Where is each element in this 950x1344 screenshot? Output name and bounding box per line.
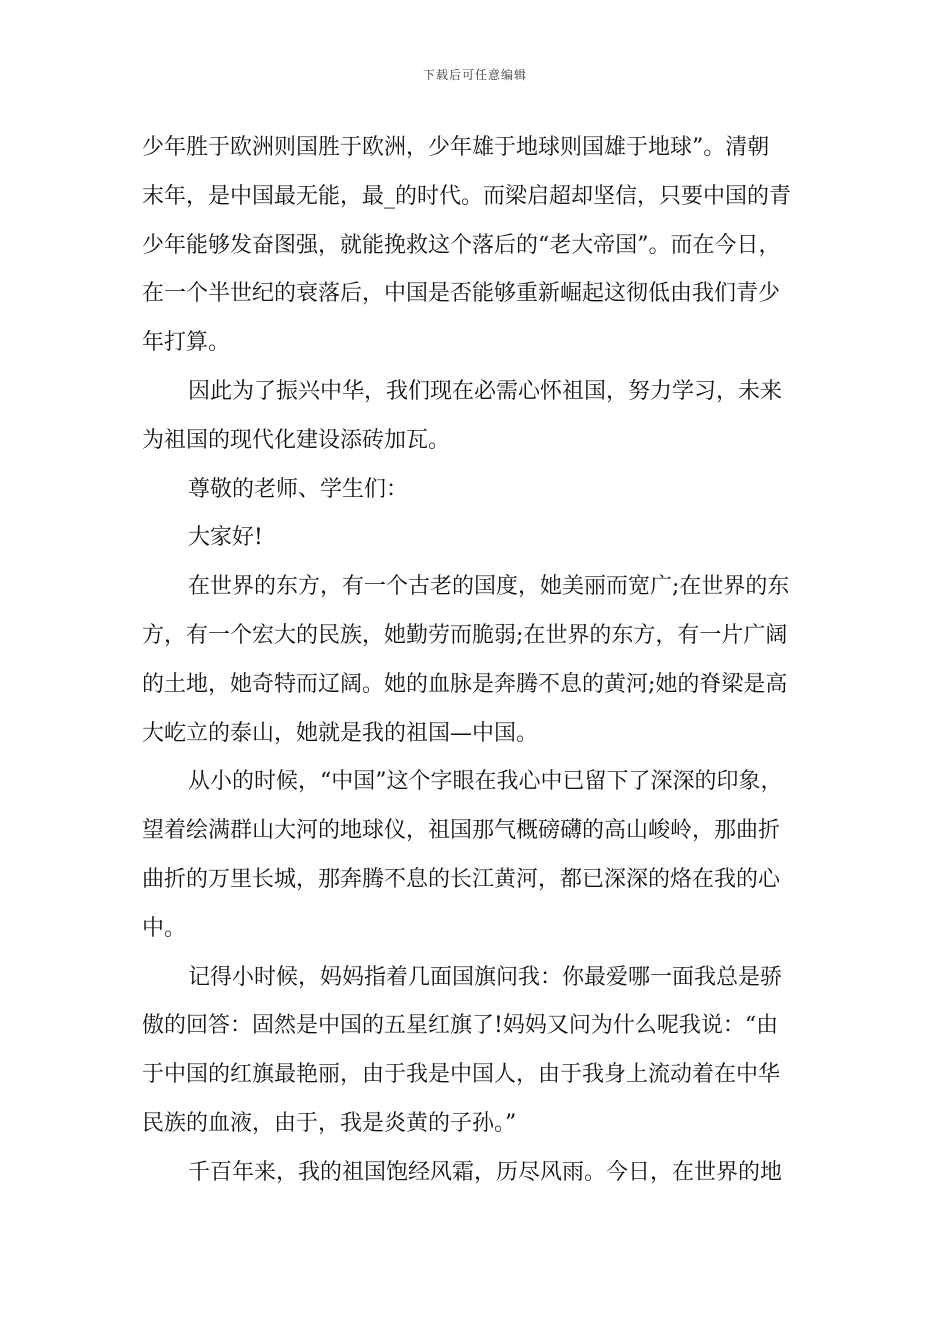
salutation-line: 尊敬的老师、学生们： xyxy=(188,476,409,502)
text-line: 大屹立的泰山，她就是我的祖国—中国。 xyxy=(142,720,539,746)
page-header: 下载后可任意编辑 xyxy=(422,68,527,82)
text-line: 在一个半世纪的衰落后，中国是否能够重新崛起这彻低由我们青少 xyxy=(142,281,781,307)
text-line: 少年能够发奋图强，就能挽救这个落后的“老大帝国”。而在今日， xyxy=(142,232,781,258)
text-line: 的土地，她奇特而辽阔。她的血脉是奔腾不息的黄河;她的脊梁是高 xyxy=(142,671,788,697)
text-line: 为祖国的现代化建设添砖加瓦。 xyxy=(142,427,451,453)
text-line: 曲折的万里长城，那奔腾不息的长江黄河，都已深深的烙在我的心 xyxy=(142,866,781,892)
text-line: 少年胜于欧洲则国胜于欧洲，少年雄于地球则国雄于地球”。清朝 xyxy=(142,135,770,160)
text-line: 年打算。 xyxy=(142,330,231,356)
paragraph-start-line: 因此为了振兴中华，我们现在必需心怀祖国，努力学习，未来 xyxy=(188,378,783,404)
document-body xyxy=(142,124,808,1198)
text-line: 民族的血液，由于，我是炎黄的子孙。” xyxy=(142,1110,517,1136)
text-line: 末年，是中国最无能，最_的时代。而梁启超却坚信，只要中国的青 xyxy=(142,183,792,209)
text-line: 中。 xyxy=(142,915,187,941)
paragraph-start-line: 千百年来，我的祖国饱经风霜，历尽风雨。今日，在世界的地 xyxy=(188,1159,783,1185)
paragraph-start-line: 在世界的东方，有一个古老的国度，她美丽而宽广;在世界的东 xyxy=(188,574,790,600)
text-line: 方，有一个宏大的民族，她勤劳而脆弱;在世界的东方，有一片广阔 xyxy=(142,622,788,648)
text-line: 望着绘满群山大河的地球仪，祖国那气概磅礴的高山峻岭，那曲折 xyxy=(142,818,781,844)
text-line: 傲的回答：固然是中国的五星红旗了!妈妈又问为什么呢我说：“由 xyxy=(142,1013,779,1039)
greeting-line: 大家好! xyxy=(188,525,263,551)
paragraph-start-line: 从小的时候，“中国”这个字眼在我心中已留下了深深的印象， xyxy=(188,769,783,795)
paragraph-start-line: 记得小时候，妈妈指着几面国旗问我：你最爱哪一面我总是骄 xyxy=(188,964,783,990)
text-line: 于中国的红旗最艳丽，由于我是中国人，由于我身上流动着在中华 xyxy=(142,1062,781,1088)
